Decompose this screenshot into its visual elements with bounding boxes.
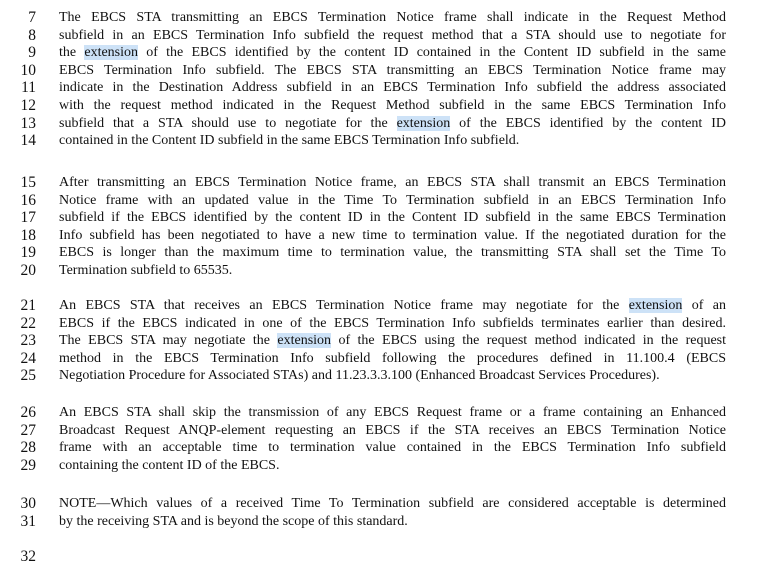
document-line (0, 367, 774, 385)
search-highlight: extension (628, 298, 683, 313)
text-segment: NOTE—Which values of a received Time To Termination subfield are considered acceptable is determined (59, 496, 726, 511)
document-line (0, 44, 774, 62)
line-number: 11 (21, 79, 36, 97)
line-text (59, 192, 726, 210)
document-line (0, 457, 774, 475)
line-number: 8 (28, 26, 36, 44)
paragraph-skip-request (0, 404, 774, 474)
document-line (0, 192, 774, 210)
text-segment: of the EBCS identified by the content ID contained in the Content ID subfield in the same (138, 45, 727, 61)
text-segment: EBCS if the EBCS indicated in one of the EBCS Termination Info subfields terminates earlier than desired. (59, 315, 726, 331)
text-segment: Broadcast Request ANQP-element requesting an EBCS if the STA receives an EBCS Termination Notice (59, 422, 726, 438)
line-text (59, 297, 726, 315)
line-text (59, 27, 726, 45)
text-segment: method in the EBCS Termination Info subfield following the procedures defined in 11.100.4 (EBCS (59, 350, 726, 366)
line-text (59, 495, 726, 513)
document-line (0, 404, 774, 422)
line-text (59, 62, 726, 80)
text-segment: After transmitting an EBCS Termination Notice frame, an EBCS STA shall transmit an EBCS Termination (59, 175, 726, 190)
search-highlight: extension (277, 333, 332, 349)
document-line (0, 209, 774, 227)
line-number: 13 (20, 114, 36, 132)
line-text (59, 422, 726, 440)
line-text (59, 262, 726, 280)
document-line (0, 27, 774, 45)
line-text (59, 174, 726, 192)
document-line (0, 115, 774, 133)
document-line (0, 244, 774, 262)
line-number: 26 (20, 404, 36, 421)
text-segment: the (59, 45, 85, 61)
line-text (59, 244, 726, 262)
line-text (59, 367, 726, 385)
line-text (59, 439, 726, 457)
paragraph-note (0, 495, 774, 530)
line-text (59, 332, 726, 350)
document-line (0, 62, 774, 80)
text-segment: containing the content ID of the EBCS. (59, 457, 280, 473)
line-number: 25 (20, 367, 36, 385)
line-number: 24 (20, 349, 36, 367)
document-line (0, 513, 774, 531)
line-number: 22 (20, 314, 36, 332)
document-line (0, 332, 774, 350)
line-number: 27 (20, 421, 36, 439)
document-line (0, 548, 774, 566)
text-segment: Negotiation Procedure for Associated STAs) and 11.23.3.3.100 (Enhanced Broadcast Services Procedures). (59, 368, 660, 384)
document-line (0, 174, 774, 192)
text-segment: indicate in the Destination Address subfield in an EBCS Termination Info subfield the address associated (59, 80, 726, 96)
text-segment: The EBCS STA may negotiate the (59, 333, 278, 349)
text-segment: by the receiving STA and is beyond the scope of this standard. (59, 513, 408, 529)
text-segment: of the EBCS using the request method indicated in the request (331, 333, 727, 349)
text-segment: subfield in an EBCS Termination Info subfield the request method that a STA should use to negotiate for (59, 27, 726, 43)
line-text (59, 79, 726, 97)
text-segment: of the EBCS identified by the content ID (450, 115, 727, 131)
document-line (0, 495, 774, 513)
line-number: 7 (28, 9, 36, 26)
line-number: 15 (20, 174, 36, 191)
document-line (0, 422, 774, 440)
text-segment: frame with an acceptable time to termination value contained in the EBCS Termination Info subfield (59, 440, 726, 456)
text-segment: EBCS Termination Info subfield. The EBCS STA transmitting an EBCS Termination Notice frame may (59, 62, 726, 78)
document-line (0, 132, 774, 150)
line-text (59, 209, 726, 227)
text-segment: Notice frame with an updated value in the Time To Termination subfield in an EBCS Termination Info (59, 192, 726, 208)
text-segment: An EBCS STA shall skip the transmission of any EBCS Request frame or a frame containing an Enhanced (59, 405, 726, 420)
line-text (59, 315, 726, 333)
line-number: 10 (20, 61, 36, 79)
paragraph-negotiate-extension (0, 297, 774, 385)
text-segment: subfield if the EBCS identified by the content ID in the Content ID subfield in the same EBCS Termination (59, 210, 726, 226)
text-segment: Info subfield has been negotiated to have a new time to termination value. If the negotiated duration for the (59, 227, 726, 243)
line-text (59, 350, 726, 368)
line-number: 9 (28, 44, 36, 62)
line-text (59, 457, 726, 475)
document-line (0, 262, 774, 280)
line-text (59, 9, 726, 27)
line-number: 20 (20, 261, 36, 279)
line-text (59, 132, 726, 150)
line-number: 30 (20, 495, 36, 512)
paragraph-termination-notice-method (0, 9, 774, 150)
text-segment: subfield that a STA should use to negotiate for the (59, 115, 397, 131)
line-text (59, 115, 726, 133)
line-text (59, 44, 726, 62)
document-line (0, 97, 774, 115)
line-number: 14 (20, 132, 36, 150)
line-number: 23 (20, 332, 36, 350)
paragraph-empty-line (0, 548, 774, 566)
line-text (59, 513, 726, 531)
document-line (0, 227, 774, 245)
line-number: 28 (20, 439, 36, 457)
text-segment: with the request method indicated in the Request Method subfield in the same EBCS Termination Info (59, 97, 726, 113)
line-number: 18 (20, 226, 36, 244)
text-segment: The EBCS STA transmitting an EBCS Termination Notice frame shall indicate in the Request Method (59, 10, 726, 25)
text-segment: Termination subfield to 65535. (59, 262, 233, 278)
line-text (59, 97, 726, 115)
document-line (0, 297, 774, 315)
document-line (0, 79, 774, 97)
line-number: 16 (20, 191, 36, 209)
line-number: 29 (20, 456, 36, 474)
document-line (0, 439, 774, 457)
text-segment: of an (682, 298, 726, 313)
document-line (0, 9, 774, 27)
text-segment: contained in the Content ID subfield in the same EBCS Termination Info subfield. (59, 133, 520, 149)
text-segment: An EBCS STA that receives an EBCS Termination Notice frame may negotiate for the (59, 298, 629, 313)
line-text (59, 227, 726, 245)
search-highlight: extension (396, 115, 451, 131)
paragraph-updated-time-to-termination (0, 174, 774, 280)
search-highlight: extension (84, 45, 139, 61)
line-number: 12 (20, 96, 36, 114)
text-segment: EBCS is longer than the maximum time to termination value, the transmitting STA shall set the Time To (59, 245, 726, 261)
line-number: 17 (20, 209, 36, 227)
line-number: 19 (20, 244, 36, 262)
line-text (59, 404, 726, 422)
line-number: 21 (20, 297, 36, 314)
document-line (0, 315, 774, 333)
line-number: 31 (20, 512, 36, 530)
document-line (0, 350, 774, 368)
line-number: 32 (20, 548, 36, 565)
